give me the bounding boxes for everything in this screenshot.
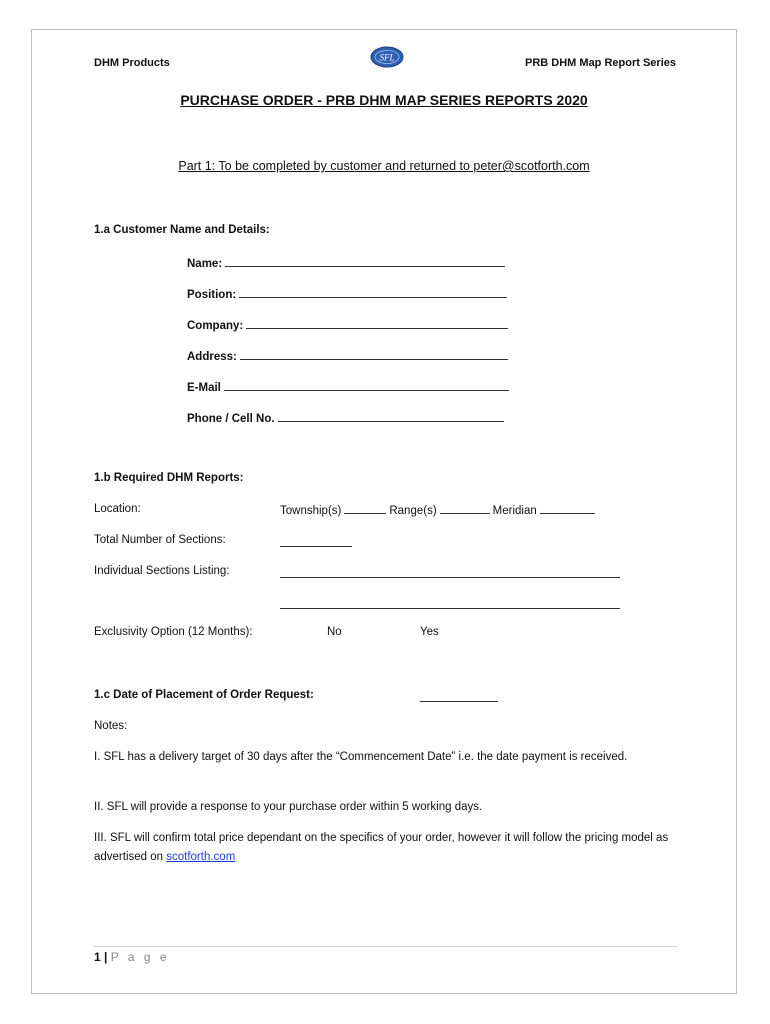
meridian-line[interactable] [540, 503, 595, 514]
svg-text:SFL: SFL [379, 52, 395, 63]
position-field[interactable] [187, 287, 507, 301]
page-footer [94, 950, 170, 964]
exclusivity-label: Exclusivity Option (12 Months): [94, 626, 253, 638]
total-sections-line[interactable] [280, 546, 352, 547]
note-2: II. SFL will provide a response to your purchase order within 5 working days. [94, 801, 483, 813]
position-line[interactable] [239, 287, 507, 298]
position-label: Position: [187, 289, 237, 301]
total-sections-label: Total Number of Sections: [94, 534, 226, 546]
note-3-text: III. SFL will confirm total price dependant on the specifics of your order, however it will follow the pricing model as advertised on [94, 832, 669, 863]
order-date-line[interactable] [420, 701, 498, 702]
document-page [31, 29, 737, 994]
name-line[interactable] [225, 256, 505, 267]
name-field[interactable] [187, 256, 505, 270]
range-label: Range(s) [389, 505, 437, 517]
section-a-heading: 1.a Customer Name and Details: [94, 224, 270, 236]
individual-sections-line-1[interactable] [280, 577, 620, 578]
company-field[interactable] [187, 318, 508, 332]
note-1: I. SFL has a delivery target of 30 days after the “Commencement Date” i.e. the date payment is received. [94, 751, 628, 763]
meridian-label: Meridian [492, 505, 537, 517]
sfl-logo-icon [370, 46, 404, 68]
phone-line[interactable] [278, 411, 504, 422]
location-row [280, 503, 595, 517]
range-line[interactable] [440, 503, 490, 514]
header-right: PRB DHM Map Report Series [525, 57, 676, 69]
part1-instruction: Part 1: To be completed by customer and returned to peter@scotforth.com [178, 159, 590, 173]
address-field[interactable] [187, 349, 508, 363]
note-3 [94, 829, 674, 867]
footer-separator: | [104, 950, 108, 964]
township-label: Township(s) [280, 505, 342, 517]
header-left: DHM Products [94, 57, 170, 69]
phone-field[interactable] [187, 411, 504, 425]
section-c-heading: 1.c Date of Placement of Order Request: [94, 689, 314, 701]
township-line[interactable] [344, 503, 386, 514]
address-line[interactable] [240, 349, 508, 360]
page-number: 1 [94, 950, 101, 964]
exclusivity-no[interactable]: No [327, 626, 342, 638]
scotforth-link[interactable]: scotforth.com [166, 851, 236, 863]
phone-label: Phone / Cell No. [187, 413, 275, 425]
name-label: Name: [187, 258, 223, 270]
individual-sections-line-2[interactable] [280, 608, 620, 609]
company-line[interactable] [246, 318, 508, 329]
page-title: PURCHASE ORDER - PRB DHM MAP SERIES REPORTS 2020 [180, 92, 588, 108]
email-field[interactable] [187, 380, 509, 394]
location-label: Location: [94, 503, 141, 515]
address-label: Address: [187, 351, 237, 363]
individual-sections-label: Individual Sections Listing: [94, 565, 230, 577]
page-word: P a g e [110, 950, 170, 964]
email-label: E-Mail [187, 382, 221, 394]
exclusivity-yes[interactable]: Yes [420, 626, 439, 638]
email-line[interactable] [224, 380, 509, 391]
footer-divider [94, 946, 678, 947]
section-b-heading: 1.b Required DHM Reports: [94, 472, 244, 484]
company-label: Company: [187, 320, 244, 332]
notes-label: Notes: [94, 720, 128, 732]
